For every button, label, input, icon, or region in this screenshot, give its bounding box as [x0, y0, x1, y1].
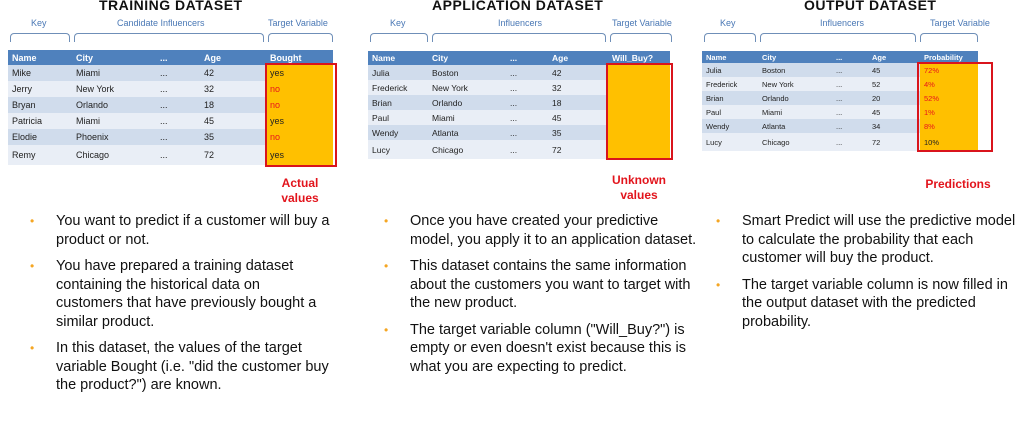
cell-name: Wendy	[368, 125, 428, 140]
cell-name: Jerry	[8, 81, 72, 97]
application-key-brace	[370, 33, 428, 42]
cell-city: Miami	[428, 110, 506, 125]
cell-city: Chicago	[758, 133, 832, 151]
cell-city: Miami	[72, 65, 156, 81]
cell-ellipsis: ...	[156, 81, 200, 97]
cell-ellipsis: ...	[156, 97, 200, 113]
actual-values-callout: Actual values	[281, 176, 319, 205]
cell-city: Orlando	[758, 91, 832, 105]
cell-age: 45	[868, 105, 920, 119]
output-title: OUTPUT DATASET	[804, 0, 937, 13]
cell-ellipsis: ...	[832, 77, 868, 91]
cell-ellipsis: ...	[506, 110, 548, 125]
target-highlight-box	[265, 63, 337, 167]
col-header-name: Name	[8, 50, 72, 65]
predictions-callout: Predictions	[925, 177, 991, 191]
col-header-ellipsis: ...	[506, 51, 548, 65]
output-key-brace	[704, 33, 756, 42]
cell-name: Frederick	[368, 80, 428, 95]
cell-age: 42	[200, 65, 266, 81]
cell-name: Paul	[368, 110, 428, 125]
training-bullets	[30, 212, 330, 403]
bullet-icon: •	[716, 277, 721, 292]
col-header-city: City	[758, 51, 832, 63]
bullet-icon: •	[384, 259, 389, 273]
cell-ellipsis: ...	[156, 145, 200, 165]
cell-city: New York	[758, 77, 832, 91]
training-target-brace	[268, 33, 333, 42]
col-header-ellipsis: ...	[832, 51, 868, 63]
list-item: • You have prepared a training dataset containing the historical data on customers that have previously bought a similar product.	[30, 258, 317, 330]
output-target-label: Target Variable	[930, 18, 990, 28]
cell-ellipsis: ...	[506, 125, 548, 140]
col-header-city: City	[72, 50, 156, 65]
cell-age: 35	[200, 129, 266, 145]
cell-age: 18	[548, 95, 608, 110]
output-target-brace	[920, 33, 978, 42]
cell-city: Phoenix	[72, 129, 156, 145]
cell-name: Julia	[702, 63, 758, 77]
cell-ellipsis: ...	[156, 129, 200, 145]
output-key-label: Key	[720, 18, 736, 28]
cell-city: Orlando	[428, 95, 506, 110]
list-item: • You want to predict if a customer will buy a product or not.	[30, 213, 330, 248]
cell-probability: 72%	[920, 63, 978, 77]
cell-ellipsis: ...	[156, 65, 200, 81]
cell-city: Chicago	[72, 145, 156, 165]
cell-age: 52	[868, 77, 920, 91]
cell-age: 45	[548, 110, 608, 125]
list-item: • This dataset contains the same information about the customers you want to target with the new product.	[384, 258, 691, 311]
application-bullets	[384, 212, 700, 384]
application-influencers-label: Influencers	[498, 18, 543, 28]
cell-city: Miami	[72, 113, 156, 129]
bullet-icon: •	[384, 322, 389, 337]
cell-city: Chicago	[428, 140, 506, 159]
cell-city: Atlanta	[428, 125, 506, 140]
output-bullets	[716, 212, 1016, 339]
col-header-age: Age	[200, 50, 266, 65]
bullet-icon: •	[384, 214, 389, 228]
cell-city: Orlando	[72, 97, 156, 113]
col-header-ellipsis: ...	[156, 50, 200, 65]
application-title: APPLICATION DATASET	[432, 0, 604, 13]
unknown-values-callout: Unknown values	[612, 173, 666, 202]
cell-city: Atlanta	[758, 119, 832, 133]
bullet-icon: •	[30, 214, 35, 228]
target-highlight-box	[917, 62, 993, 152]
cell-age: 45	[868, 63, 920, 77]
cell-age: 34	[868, 119, 920, 133]
cell-probability: 52%	[920, 91, 978, 105]
cell-age: 72	[868, 133, 920, 151]
cell-name: Elodie	[8, 129, 72, 145]
cell-city: Miami	[758, 105, 832, 119]
application-target-label: Target Variable	[612, 18, 672, 28]
cell-ellipsis: ...	[156, 113, 200, 129]
cell-probability: 4%	[920, 77, 978, 91]
cell-city: New York	[72, 81, 156, 97]
cell-name: Remy	[8, 145, 72, 165]
list-item: • The target variable column ("Will_Buy?") is empty or even doesn't exist because this is what you are expecting to predict.	[384, 321, 686, 375]
col-header-bought: Bought	[266, 50, 333, 65]
training-influencers-label: Candidate Influencers	[117, 18, 205, 28]
cell-age: 35	[548, 125, 608, 140]
col-header-city: City	[428, 51, 506, 65]
training-key-brace	[10, 33, 70, 42]
cell-age: 32	[200, 81, 266, 97]
cell-age: 45	[200, 113, 266, 129]
cell-probability: 8%	[920, 119, 978, 133]
cell-name: Lucy	[702, 133, 758, 151]
bullet-icon: •	[716, 214, 721, 228]
cell-ellipsis: ...	[832, 133, 868, 151]
cell-bought: no	[266, 81, 333, 97]
cell-name: Bryan	[8, 97, 72, 113]
cell-age: 42	[548, 65, 608, 80]
bullet-icon: •	[30, 341, 35, 355]
cell-name: Patricia	[8, 113, 72, 129]
cell-city: Boston	[428, 65, 506, 80]
cell-probability: 1%	[920, 105, 978, 119]
target-highlight-box	[606, 63, 673, 160]
list-item: • The target variable column is now filled in the output dataset with the predicted probability.	[716, 276, 1008, 330]
application-influencers-brace	[432, 33, 606, 42]
col-header-will-buy: Will_Buy?	[608, 51, 670, 65]
cell-bought: yes	[266, 113, 333, 129]
list-item: • Smart Predict will use the predictive model to calculate the probability that each customer will buy the product.	[716, 213, 1016, 266]
cell-name: Mike	[8, 65, 72, 81]
cell-age: 32	[548, 80, 608, 95]
cell-age: 72	[548, 140, 608, 159]
cell-name: Wendy	[702, 119, 758, 133]
cell-name: Paul	[702, 105, 758, 119]
cell-age: 20	[868, 91, 920, 105]
training-key-label: Key	[31, 18, 47, 28]
cell-ellipsis: ...	[506, 65, 548, 80]
cell-name: Brian	[368, 95, 428, 110]
cell-ellipsis: ...	[506, 140, 548, 159]
cell-bought: no	[266, 97, 333, 113]
cell-ellipsis: ...	[832, 91, 868, 105]
cell-ellipsis: ...	[506, 95, 548, 110]
cell-age: 72	[200, 145, 266, 165]
cell-name: Lucy	[368, 140, 428, 159]
cell-bought: yes	[266, 65, 333, 81]
cell-ellipsis: ...	[832, 105, 868, 119]
cell-age: 18	[200, 97, 266, 113]
cell-name: Julia	[368, 65, 428, 80]
application-target-brace	[610, 33, 672, 42]
training-target-label: Target Variable	[268, 18, 328, 28]
cell-name: Frederick	[702, 77, 758, 91]
col-header-age: Age	[868, 51, 920, 63]
output-influencers-brace	[760, 33, 916, 42]
cell-city: New York	[428, 80, 506, 95]
cell-probability: 10%	[920, 133, 978, 151]
col-header-age: Age	[548, 51, 608, 65]
cell-city: Boston	[758, 63, 832, 77]
col-header-name: Name	[702, 51, 758, 63]
cell-bought: no	[266, 129, 333, 145]
training-title: TRAINING DATASET	[99, 0, 243, 13]
application-key-label: Key	[390, 18, 406, 28]
list-item: • Once you have created your predictive model, you apply it to an application dataset.	[384, 213, 697, 248]
list-item: • In this dataset, the values of the target variable Bought (i.e. "did the customer buy the product?") are known.	[30, 340, 329, 393]
training-influencers-brace	[74, 33, 264, 42]
bullet-icon: •	[30, 259, 35, 273]
output-influencers-label: Influencers	[820, 18, 865, 28]
cell-ellipsis: ...	[506, 80, 548, 95]
cell-ellipsis: ...	[832, 119, 868, 133]
cell-ellipsis: ...	[832, 63, 868, 77]
col-header-name: Name	[368, 51, 428, 65]
cell-name: Brian	[702, 91, 758, 105]
col-header-probability: Probability	[920, 51, 978, 63]
cell-bought: yes	[266, 145, 333, 165]
